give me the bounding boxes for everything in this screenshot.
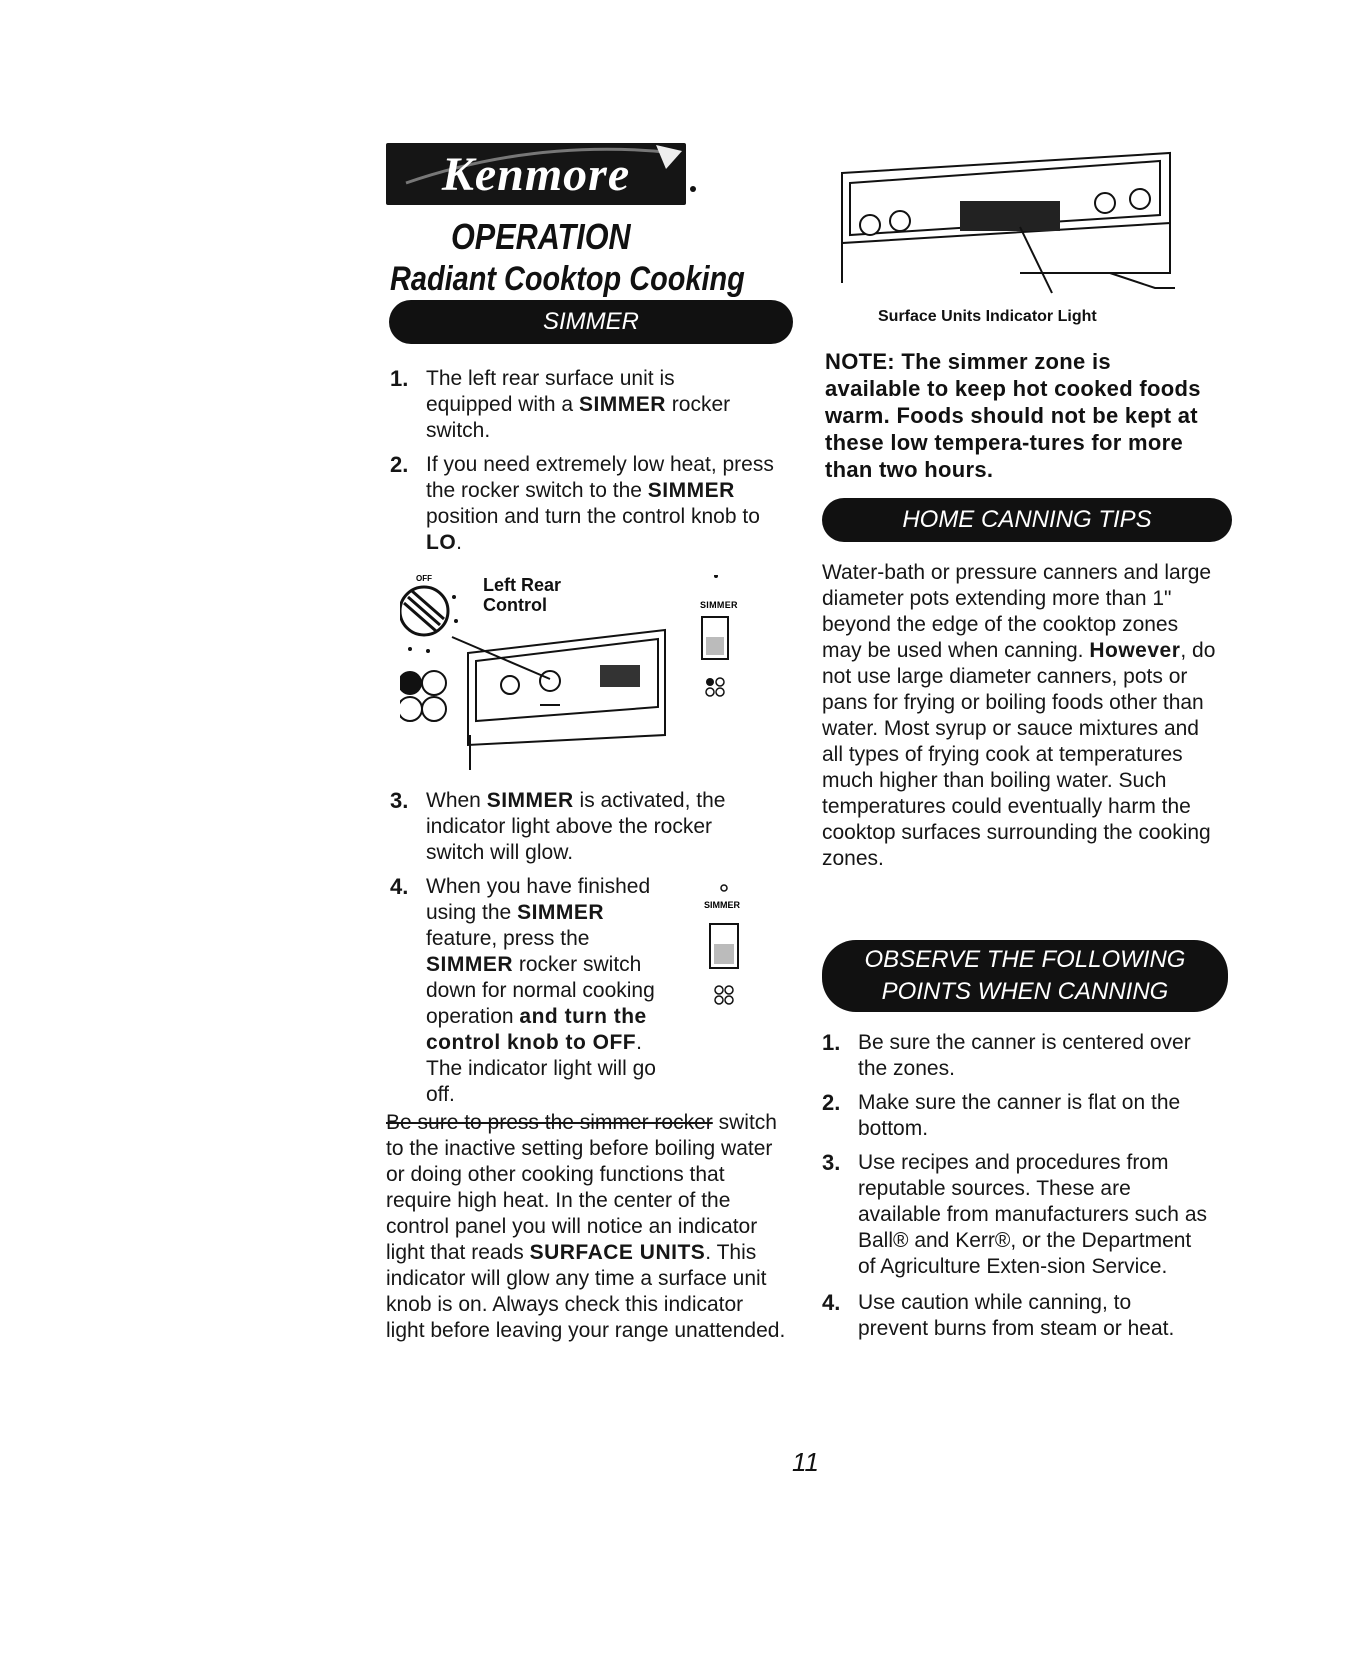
cooktop-panel-figure (840, 143, 1190, 303)
list-item: 4. When you have finished using the SIMMER feature, press the SIMMER rocker switch down for normal cooking operation and turn the control knob to OFF. The indicator light will go off. (390, 874, 656, 1106)
surface-units-paragraph: Be sure to press the simmer rocker switch to the inactive setting before boiling water or doing other cooking functions that require high heat. In the center of the control panel you will notice an indicator light that reads SURFACE UNITS. This indicator will glow any time a surface unit knob is on. Always check this indicator light before leaving your range unattended. (386, 1111, 786, 1342)
knob-off-label: OFF (416, 575, 432, 583)
subsection-title: Radiant Cooktop Cooking (390, 260, 745, 298)
simmer-rocker-switch-icon (702, 575, 728, 696)
simmer-switch-label-2: SIMMER (704, 900, 740, 910)
left-rear-control-figure (400, 575, 790, 775)
control-panel-icon (468, 630, 665, 770)
simmer-rocker-switch-icon (700, 884, 750, 1014)
kenmore-logo (386, 143, 686, 205)
home-canning-banner: HOME CANNING TIPS (822, 498, 1232, 542)
page-number: 11 (792, 1447, 819, 1477)
figure-caption: Surface Units Indicator Light (878, 308, 1097, 325)
observe-points-banner: OBSERVE THE FOLLOWING POINTS WHEN CANNING (822, 940, 1228, 1012)
logo-text: Kenmore (441, 148, 631, 201)
logo-dot (690, 186, 696, 192)
simmer-switch-label: SIMMER (700, 600, 738, 610)
simmer-note: NOTE: The simmer zone is available to keep hot cooked foods warm. Foods should not be kept at these low tempera-tures for more than two hours. (825, 349, 1201, 482)
burner-indicator-icon (400, 671, 446, 721)
left-rear-control-label: Left Rear Control (483, 575, 562, 615)
section-title: OPERATION (451, 216, 631, 257)
simmer-banner: SIMMER (389, 300, 793, 344)
canning-paragraph: Water-bath or pressure canners and large diameter pots extending more than 1" beyond the edge of the cooktop zones may be used when canning. However, do not use large diameter canners, pots or pans for frying or boiling foods other than water. Most syrup or sauce mixtures and all types of frying cook at temperatures much higher than boiling water. Such temperatures could eventually harm the cooktop surfaces surrounding the cooking zones. (822, 561, 1216, 870)
list-item: 1. The left rear surface unit is equipped with a SIMMER rocker switch. (390, 366, 731, 442)
control-knob-icon (400, 587, 458, 653)
list-item: 3. When SIMMER is activated, the indicator light above the rocker switch will glow. (390, 788, 726, 864)
list-item: 2. If you need extremely low heat, press the rocker switch to the SIMMER position and turn the control knob to LO. (390, 452, 774, 554)
